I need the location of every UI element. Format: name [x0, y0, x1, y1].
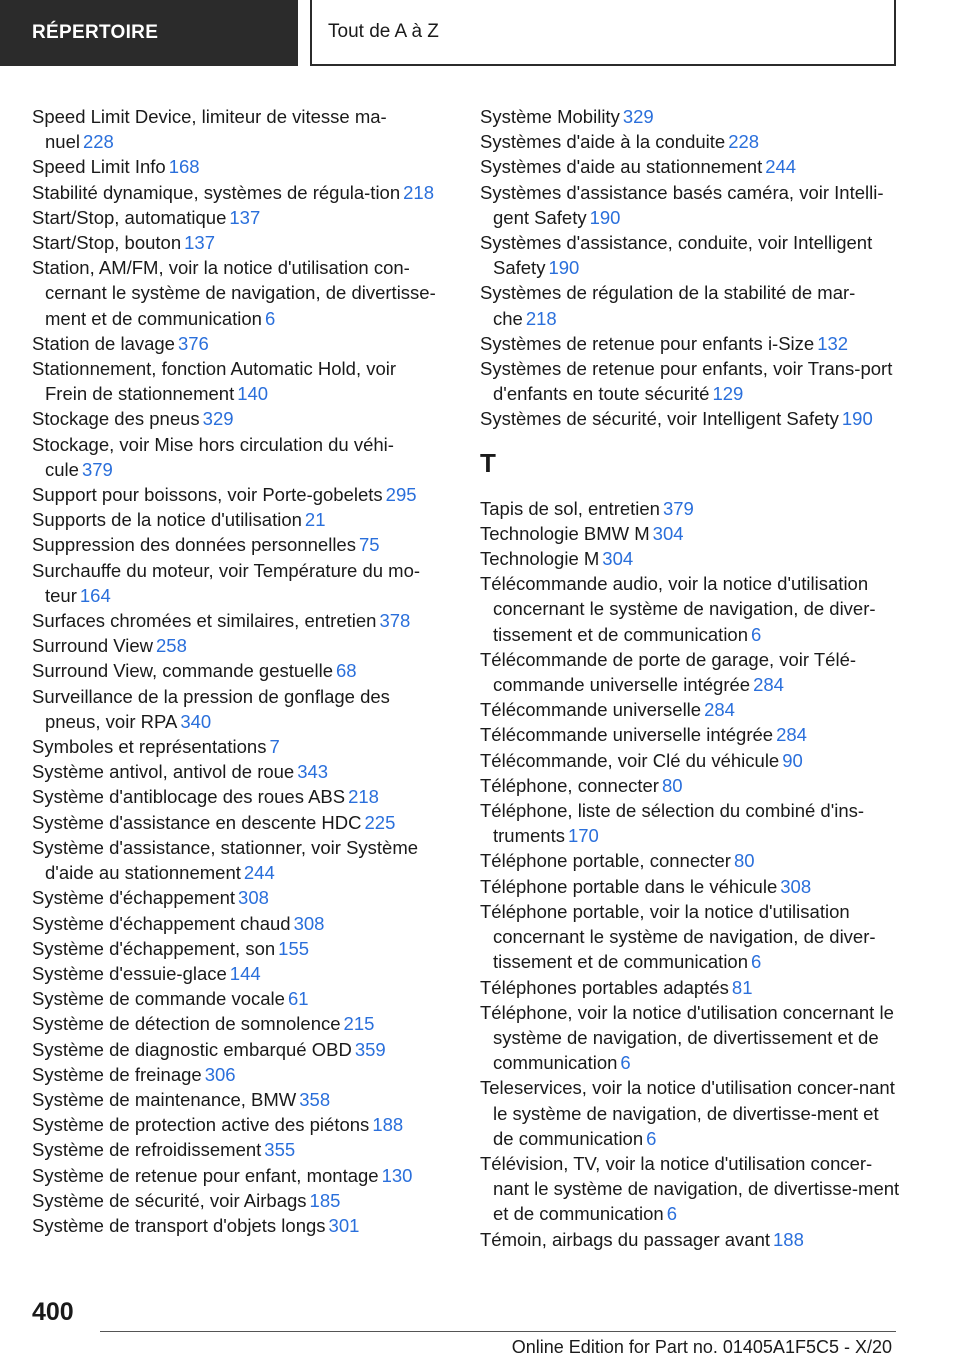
page-reference-link[interactable]: 7: [269, 736, 280, 758]
index-entry: [32, 482, 442, 507]
index-entry: [32, 432, 442, 482]
index-entry: [480, 773, 900, 798]
index-entry: [32, 885, 442, 910]
page-reference-link[interactable]: 301: [328, 1214, 360, 1236]
index-entry: [32, 1112, 442, 1137]
index-entry-text: Start/Stop, bouton: [32, 232, 182, 254]
index-entry-text: Systèmes d'aide à la conduite: [480, 131, 726, 153]
page-reference-link[interactable]: 376: [177, 332, 209, 354]
page-reference-link[interactable]: 80: [733, 850, 755, 872]
page-reference-link[interactable]: 61: [287, 988, 309, 1010]
index-entry: [32, 835, 442, 885]
index-entry: [32, 1213, 442, 1238]
index-group-t: [480, 496, 900, 1252]
index-entry: [32, 180, 442, 205]
page-reference-link[interactable]: 90: [782, 749, 803, 771]
index-entry: [480, 546, 900, 571]
index-entry-text: Téléphones portables adaptés: [480, 976, 729, 998]
index-group-s: [480, 104, 900, 432]
index-entry: [480, 748, 900, 773]
index-entry-text: Télécommande universelle: [480, 699, 702, 721]
index-entry: [32, 986, 442, 1011]
index-entry: [32, 608, 442, 633]
index-entry: [480, 331, 900, 356]
subsection-tab-a-to-z[interactable]: Tout de A à Z: [310, 0, 896, 66]
index-entry-text: Système de freinage: [32, 1063, 202, 1085]
index-entry-text: Systèmes d'assistance basés caméra, voir Intelli-gent Safety: [480, 181, 884, 228]
page-header: [0, 0, 960, 66]
page-reference-link[interactable]: 6: [620, 1052, 631, 1074]
index-entry-text: Télévision, TV, voir la notice d'utilisation concer-nant le système de navigation, de divertisse-ment et de communication: [480, 1152, 900, 1225]
index-entry-text: Télécommande universelle intégrée: [480, 724, 774, 746]
page-reference-link[interactable]: 228: [82, 131, 114, 153]
index-entry-text: Système de diagnostic embarqué OBD: [32, 1038, 352, 1060]
index-entry-text: Systèmes d'aide au stationnement: [480, 156, 763, 178]
index-entry: [480, 848, 900, 873]
index-entry-text: Système de détection de somnolence: [32, 1013, 341, 1035]
index-entry: [32, 658, 442, 683]
index-entry-text: Système de transport d'objets longs: [32, 1214, 326, 1236]
index-entry: [480, 874, 900, 899]
index-entry-text: Téléphone portable, connecter: [480, 850, 731, 872]
index-column-left: [32, 104, 442, 1238]
index-entry: [32, 1163, 442, 1188]
index-entry-text: Système d'assistance en descente HDC: [32, 811, 362, 833]
index-entry-text: Système de sécurité, voir Airbags: [32, 1189, 307, 1211]
index-entry: [32, 1087, 442, 1112]
page-reference-link[interactable]: 164: [79, 584, 111, 606]
index-entry: [480, 798, 900, 848]
index-entry-text: Station de lavage: [32, 332, 175, 354]
index-entry: [480, 129, 900, 154]
index-entry-text: Systèmes de retenue pour enfants, voir Trans-port d'enfants en toute sécurité: [480, 358, 893, 405]
page-reference-link[interactable]: 218: [403, 181, 435, 203]
index-entry-text: Systèmes de sécurité, voir Intelligent Safety: [480, 408, 839, 430]
index-entry: [480, 104, 900, 129]
page-reference-link[interactable]: 225: [364, 811, 396, 833]
page-reference-link[interactable]: 218: [348, 786, 379, 808]
page-reference-link[interactable]: 190: [548, 257, 580, 279]
index-entry-text: Système de commande vocale: [32, 988, 285, 1010]
index-entry-text: Télécommande audio, voir la notice d'utilisation concernant le système de navigation, de diver-tissement et de communication: [480, 573, 876, 645]
index-entry-text: Stationnement, fonction Automatic Hold, voir Frein de stationnement: [32, 358, 397, 405]
index-entry-text: Support pour boissons, voir Porte-gobelets: [32, 484, 383, 506]
index-entry: [32, 558, 442, 608]
page-reference-link[interactable]: 215: [343, 1013, 375, 1035]
page-reference-link[interactable]: 129: [712, 383, 744, 405]
index-entry-text: Téléphone, liste de sélection du combiné d'ins-truments: [480, 800, 865, 847]
index-entry-text: Speed Limit Info: [32, 156, 166, 178]
page-reference-link[interactable]: 340: [180, 710, 212, 732]
index-entry-text: Système de refroidissement: [32, 1139, 262, 1161]
index-entry-text: Station, AM/FM, voir la notice d'utilisation con-cernant le système de navigation, de divertisse-ment et de communication: [32, 257, 436, 329]
index-entry-text: Système d'échappement: [32, 887, 236, 909]
index-entry-text: Surround View: [32, 635, 154, 657]
index-entry: [480, 1075, 900, 1151]
index-entry-text: Supports de la notice d'utilisation: [32, 509, 302, 531]
page-reference-link[interactable]: 81: [731, 976, 753, 998]
page-reference-link[interactable]: 304: [602, 548, 634, 570]
page-reference-link[interactable]: 228: [728, 131, 760, 153]
page-reference-link[interactable]: 244: [243, 862, 275, 884]
page-reference-link[interactable]: 6: [646, 1127, 657, 1149]
footer-divider: [100, 1331, 896, 1332]
page-reference-link[interactable]: 75: [358, 534, 380, 556]
index-entry-text: Téléphone, voir la notice d'utilisation concernant le système de navigation, de divertissement et de communication: [480, 1001, 894, 1074]
page-reference-link[interactable]: 358: [299, 1088, 331, 1110]
index-entry-text: Télécommande de porte de garage, voir Télé-commande universelle intégrée: [480, 648, 857, 696]
index-entry: [32, 936, 442, 961]
page-reference-link[interactable]: 379: [81, 458, 113, 480]
index-entry-text: Système d'essuie-glace: [32, 962, 227, 984]
index-entry-text: Système de retenue pour enfant, montage: [32, 1164, 379, 1186]
index-entry: [480, 154, 900, 179]
page-reference-link[interactable]: 21: [304, 509, 326, 531]
index-entry: [480, 647, 900, 697]
index-entry: [480, 496, 900, 521]
index-entry: [32, 507, 442, 532]
index-entry-text: Technologie BMW M: [480, 522, 650, 544]
page-reference-link[interactable]: 188: [372, 1114, 404, 1136]
index-entry-text: Téléphone portable, voir la notice d'utilisation concernant le système de navigation, de diver-tissement et de communication: [480, 900, 876, 973]
index-entry: [480, 1227, 900, 1252]
index-entry-text: Teleservices, voir la notice d'utilisation concer-nant le système de navigation, de divertisse-ment et de communication: [480, 1077, 895, 1149]
index-entry: [480, 571, 900, 647]
page-reference-link[interactable]: 132: [817, 332, 849, 354]
index-entry-text: Système Mobility: [480, 106, 620, 127]
index-entry: [32, 734, 442, 759]
page-reference-link[interactable]: 379: [662, 497, 694, 519]
index-entry-text: Système de maintenance, BMW: [32, 1088, 297, 1110]
page-reference-link[interactable]: 190: [589, 206, 621, 228]
index-entry: [32, 205, 442, 230]
page-reference-link[interactable]: 144: [229, 962, 261, 984]
index-entry-text: Système d'échappement chaud: [32, 912, 291, 934]
page-reference-link[interactable]: 244: [765, 156, 797, 178]
page-number: 400: [32, 1298, 74, 1326]
page-reference-link[interactable]: 284: [704, 699, 735, 721]
section-tab-repertoire[interactable]: RÉPERTOIRE: [0, 0, 298, 66]
index-entry-text: Système antivol, antivol de roue: [32, 761, 295, 783]
index-entry: [480, 1000, 900, 1076]
index-entry: [32, 961, 442, 986]
page-reference-link[interactable]: 80: [661, 774, 683, 796]
index-entry-text: Systèmes d'assistance, conduite, voir Intelligent Safety: [480, 232, 873, 279]
page-reference-link[interactable]: 308: [293, 912, 325, 934]
index-entry: [32, 1037, 442, 1062]
index-entry: [480, 697, 900, 722]
page-reference-link[interactable]: 6: [264, 307, 276, 329]
page-reference-link[interactable]: 6: [751, 623, 762, 645]
footer-edition-text: Online Edition for Part no. 01405A1F5C5 - X/20: [511, 1337, 892, 1357]
index-entry: [480, 356, 900, 406]
page-reference-link[interactable]: 68: [335, 660, 357, 682]
page-reference-link[interactable]: 329: [202, 408, 234, 430]
index-entry: [32, 759, 442, 784]
page-reference-link[interactable]: 378: [379, 610, 411, 632]
page-reference-link[interactable]: 308: [780, 875, 812, 897]
page-reference-link[interactable]: 329: [622, 106, 654, 127]
page-reference-link[interactable]: 218: [525, 307, 557, 329]
page-reference-link[interactable]: 168: [168, 156, 200, 178]
index-entry-text: Start/Stop, automatique: [32, 206, 227, 228]
index-entry: [32, 356, 442, 406]
index-entry-text: Stockage, voir Mise hors circulation du véhi-cule: [32, 433, 394, 480]
index-entry: [32, 684, 442, 734]
index-entry: [32, 230, 442, 255]
page-reference-link[interactable]: 188: [773, 1228, 804, 1250]
page-reference-link[interactable]: 130: [381, 1164, 413, 1186]
index-entry: [32, 810, 442, 835]
index-entry-text: Téléphone portable dans le véhicule: [480, 875, 778, 897]
page-reference-link[interactable]: 140: [237, 383, 269, 405]
page-reference-link[interactable]: 343: [297, 761, 329, 783]
index-entry-text: Tapis de sol, entretien: [480, 497, 660, 519]
page-reference-link[interactable]: 6: [751, 951, 762, 973]
section-letter-heading: T: [480, 447, 496, 478]
index-entry-text: Surround View, commande gestuelle: [32, 660, 333, 682]
index-entry-text: Télécommande, voir Clé du véhicule: [480, 749, 780, 771]
page-reference-link[interactable]: 304: [652, 522, 684, 544]
page-reference-link[interactable]: 284: [776, 724, 807, 746]
index-entry: [32, 255, 442, 331]
page-reference-link[interactable]: 190: [841, 408, 873, 430]
index-entry: [480, 180, 900, 230]
index-entry: [32, 911, 442, 936]
index-entry: [32, 1062, 442, 1087]
page-reference-link[interactable]: 355: [264, 1139, 296, 1161]
index-entry: [480, 521, 900, 546]
index-entry-text: Surveillance de la pression de gonflage des pneus, voir RPA: [32, 685, 390, 732]
index-entry: [480, 722, 900, 747]
index-entry: [32, 154, 442, 179]
index-entry: [480, 975, 900, 1000]
index-entry-text: Téléphone, connecter: [480, 774, 659, 796]
index-entry-text: Surfaces chromées et similaires, entretien: [32, 610, 377, 632]
index-entry-text: Système de protection active des piétons: [32, 1114, 370, 1136]
index-entry: [32, 784, 442, 809]
page-reference-link[interactable]: 185: [309, 1189, 341, 1211]
index-entry-text: Systèmes de régulation de la stabilité de mar-che: [480, 282, 856, 329]
index-entry: [32, 1188, 442, 1213]
page-reference-link[interactable]: 170: [567, 825, 599, 847]
index-entry-text: Surchauffe du moteur, voir Température du mo-teur: [32, 559, 421, 606]
index-entry-text: Stabilité dynamique, systèmes de régula-tion: [32, 181, 401, 203]
index-entry-text: Système d'antiblocage des roues ABS: [32, 786, 346, 808]
index-column-right: [480, 104, 900, 1252]
index-entry: [32, 104, 442, 154]
page-reference-link[interactable]: 359: [354, 1038, 386, 1060]
page-reference-link[interactable]: 155: [278, 937, 310, 959]
index-entry: [32, 406, 442, 431]
page-reference-link[interactable]: 137: [229, 206, 261, 228]
page-reference-link[interactable]: 6: [666, 1203, 677, 1225]
page-reference-link[interactable]: 295: [385, 484, 417, 506]
index-entry: [480, 280, 900, 330]
index-entry-text: Stockage des pneus: [32, 408, 200, 430]
page-reference-link[interactable]: 137: [184, 232, 216, 254]
index-entry: [32, 633, 442, 658]
index-entry-text: Système d'échappement, son: [32, 937, 276, 959]
index-entry: [480, 899, 900, 975]
index-entry: [32, 1011, 442, 1036]
index-entry: [480, 1151, 900, 1227]
page-reference-link[interactable]: 306: [204, 1063, 236, 1085]
index-entry: [480, 230, 900, 280]
index-entry-text: Systèmes de retenue pour enfants i-Size: [480, 332, 815, 354]
index-entry-text: Technologie M: [480, 548, 600, 570]
index-entry: [32, 331, 442, 356]
page-reference-link[interactable]: 258: [156, 635, 187, 657]
index-entry: [32, 532, 442, 557]
index-entry-text: Suppression des données personnelles: [32, 534, 356, 556]
page-reference-link[interactable]: 308: [238, 887, 269, 909]
index-entry: [32, 1137, 442, 1162]
index-entry-text: Symboles et représentations: [32, 736, 267, 758]
index-entry-text: Système d'assistance, stationner, voir Système d'aide au stationnement: [32, 836, 419, 884]
index-entry: [480, 406, 900, 431]
index-entry-text: Speed Limit Device, limiteur de vitesse ma-nuel: [32, 106, 387, 153]
page-reference-link[interactable]: 284: [753, 674, 784, 696]
index-entry-text: Témoin, airbags du passager avant: [480, 1228, 771, 1250]
